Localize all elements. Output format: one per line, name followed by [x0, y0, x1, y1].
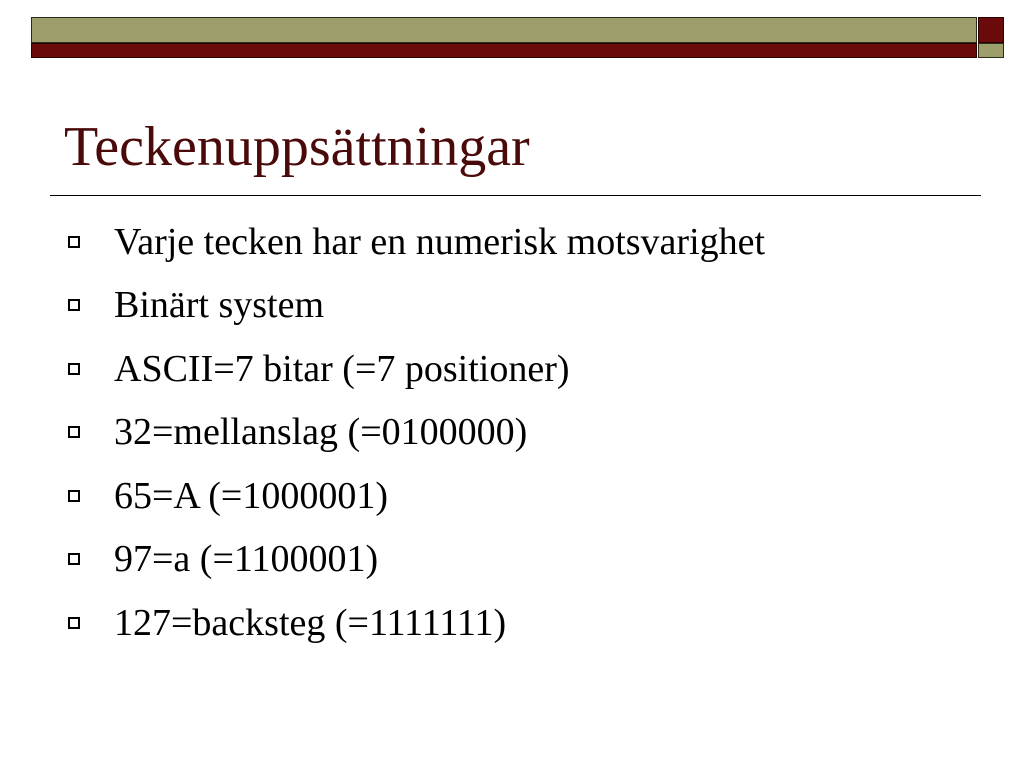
bullet-item	[68, 528, 765, 592]
hollow-square-icon	[68, 617, 80, 629]
hollow-square-icon	[68, 363, 80, 375]
bullet-item	[68, 591, 765, 655]
hollow-square-icon	[68, 490, 80, 502]
bullet-item	[68, 274, 765, 338]
bullet-list	[68, 210, 765, 655]
hollow-square-icon	[68, 553, 80, 565]
header-bar-olive	[31, 17, 977, 43]
title-divider	[50, 195, 981, 196]
bullet-item	[68, 464, 765, 528]
bullet-text: Binärt system	[114, 284, 325, 327]
bullet-text: 65=A (=1000001)	[114, 474, 389, 517]
bullet-item	[68, 337, 765, 401]
bullet-item	[68, 401, 765, 465]
bullet-text: 97=a (=1100001)	[114, 538, 379, 581]
bullet-text: ASCII=7 bitar (=7 positioner)	[114, 347, 570, 390]
slide-title: Teckenuppsättningar	[64, 116, 530, 178]
bullet-text: 32=mellanslag (=0100000)	[114, 411, 528, 454]
bullet-text: Varje tecken har en numerisk motsvarighet	[114, 220, 766, 263]
bullet-text: 127=backsteg (=1111111)	[114, 601, 507, 644]
bullet-item	[68, 210, 765, 274]
hollow-square-icon	[68, 426, 80, 438]
hollow-square-icon	[68, 299, 80, 311]
hollow-square-icon	[68, 236, 80, 248]
header-bar-maroon	[31, 43, 977, 58]
header-square-olive	[978, 43, 1004, 58]
header-square-maroon	[978, 17, 1004, 43]
